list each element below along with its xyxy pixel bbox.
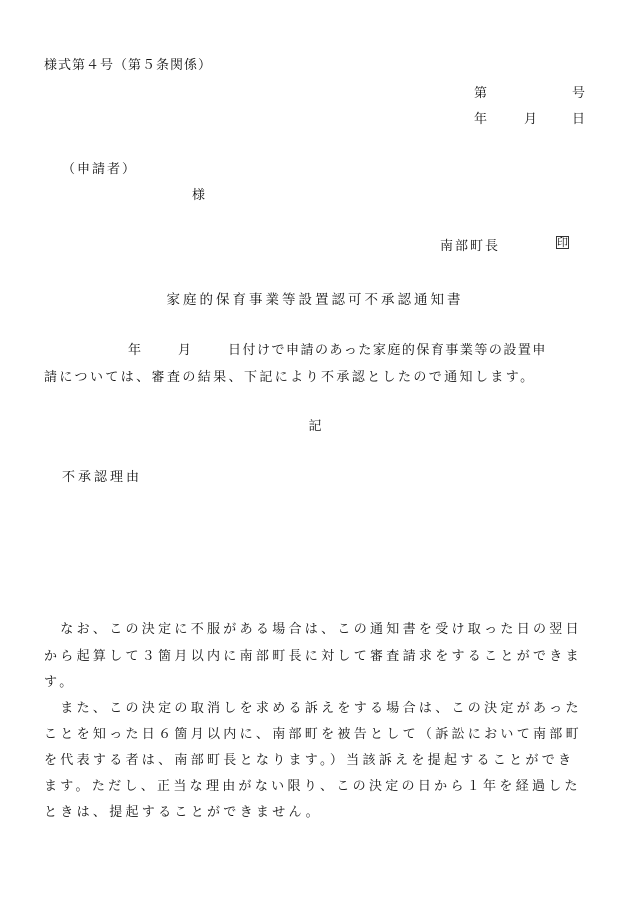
intro-line-2: 請については、審査の結果、下記により不承認としたので通知します。: [44, 370, 536, 385]
number-prefix: 第: [474, 86, 488, 101]
appeal-note-line: から起算して３箇月以内に南部町長に対して審査請求をすることができま: [44, 649, 582, 664]
date-year-label: 年: [474, 112, 488, 127]
appeal-note-line: す。: [44, 675, 76, 690]
appeal-note-line: ときは、提起することができません。: [44, 805, 322, 820]
appeal-note-line: を代表する者は、南部町長となります。）当該訴えを提起することができ: [44, 753, 575, 768]
appeal-note-line: なお、この決定に不服がある場合は、この通知書を受け取った日の翌日: [44, 622, 582, 637]
intro-line-1-text: 日付けで申請のあった家庭的保育事業等の設置申: [228, 343, 547, 358]
appeal-note-line: ます。ただし、正当な理由がない限り、この決定の日から１年を経過した: [44, 779, 581, 794]
seal-stamp-mark: 印: [557, 236, 568, 249]
date-day-label: 日: [572, 112, 586, 127]
document-title: 家庭的保育事業等設置認可不承認通知書: [166, 292, 464, 308]
intro-month-label: 月: [178, 343, 192, 358]
appeal-note-line: また、この決定の取消しを求める訴えをする場合は、この決定があった: [44, 701, 582, 716]
form-number-label: 様式第４号（第５条関係）: [44, 58, 213, 73]
rejection-reason-label: 不承認理由: [62, 470, 143, 485]
intro-year-label: 年: [128, 343, 142, 358]
applicant-label: （申請者）: [62, 162, 138, 177]
issuer-mayor: 南部町長: [440, 239, 501, 254]
number-suffix: 号: [572, 86, 586, 101]
addressee-honorific: 様: [192, 188, 206, 203]
date-month-label: 月: [524, 112, 538, 127]
appeal-note-line: ことを知った日６箇月以内に、南部町を被告として（訴訟において南部町: [44, 727, 582, 742]
ki-heading: 記: [308, 419, 322, 434]
